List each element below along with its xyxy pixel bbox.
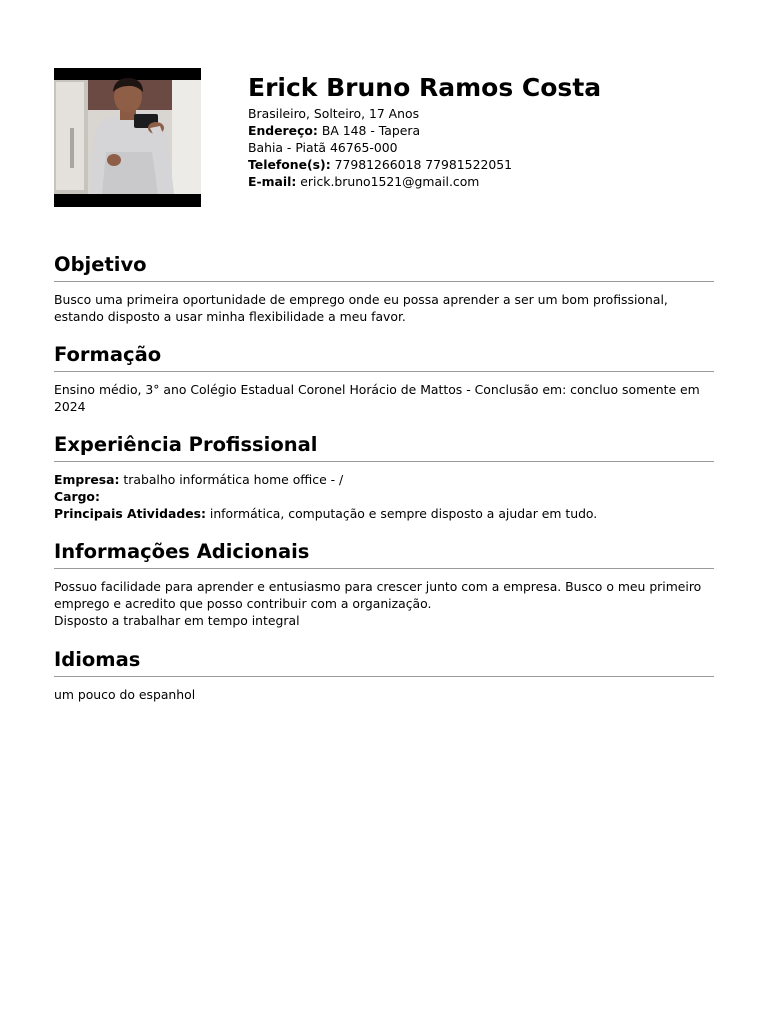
empresa-label: Empresa:: [54, 472, 120, 487]
section-title-objetivo: Objetivo: [54, 252, 714, 282]
idiomas-text: um pouco do espanhol: [54, 687, 196, 702]
section-content-experiencia: [54, 471, 714, 522]
phone-label: Telefone(s):: [248, 157, 331, 172]
email-label: E-mail:: [248, 174, 297, 189]
section-title-idiomas: Idiomas: [54, 647, 714, 677]
profile-photo-image: [54, 68, 201, 207]
section-objetivo: [54, 252, 714, 325]
email-line: [248, 173, 718, 190]
header-info: [248, 72, 718, 190]
email-value: erick.bruno1521@gmail.com: [300, 174, 480, 189]
section-experiencia: [54, 432, 714, 522]
atividades-value: informática, computação e sempre disposto a ajudar em tudo.: [209, 506, 598, 521]
profile-photo: [54, 68, 201, 207]
address-line: [248, 122, 718, 139]
formacao-text: Ensino médio, 3° ano Colégio Estadual Coronel Horácio de Mattos - Conclusão em: concluo somente em 2024: [54, 382, 700, 414]
cargo-label: Cargo:: [54, 489, 100, 504]
address-line-2: Bahia - Piatã 46765-000: [248, 140, 398, 155]
section-idiomas: [54, 647, 714, 703]
cargo-line: [54, 488, 714, 505]
section-content-idiomas: [54, 686, 714, 703]
section-formacao: [54, 342, 714, 415]
empresa-value: trabalho informática home office - /: [123, 472, 344, 487]
section-title-formacao: Formação: [54, 342, 714, 372]
informacoes-text-1: Possuo facilidade para aprender e entusiasmo para crescer junto com a empresa. Busco o meu primeiro emprego e acredito que posso contribuir com a organização.: [54, 579, 702, 611]
personal-info: Brasileiro, Solteiro, 17 Anos: [248, 106, 420, 121]
section-informacoes: [54, 539, 714, 629]
phone-line: [248, 156, 718, 173]
phone-value: 77981266018 77981522051: [334, 157, 512, 172]
informacoes-text-2: Disposto a trabalhar em tempo integral: [54, 613, 300, 628]
section-title-experiencia: Experiência Profissional: [54, 432, 714, 462]
address-label: Endereço:: [248, 123, 318, 138]
section-content-objetivo: [54, 291, 714, 325]
atividades-label: Principais Atividades:: [54, 506, 206, 521]
empresa-line: [54, 471, 714, 488]
section-content-informacoes: [54, 578, 714, 629]
section-content-formacao: [54, 381, 714, 415]
atividades-line: [54, 505, 714, 522]
address-value: BA 148 - Tapera: [321, 123, 421, 138]
objetivo-text: Busco uma primeira oportunidade de emprego onde eu possa aprender a ser um bom profissional, estando disposto a usar minha flexibilidade a meu favor.: [54, 292, 668, 324]
candidate-name: Erick Bruno Ramos Costa: [248, 73, 602, 102]
section-title-informacoes: Informações Adicionais: [54, 539, 714, 569]
